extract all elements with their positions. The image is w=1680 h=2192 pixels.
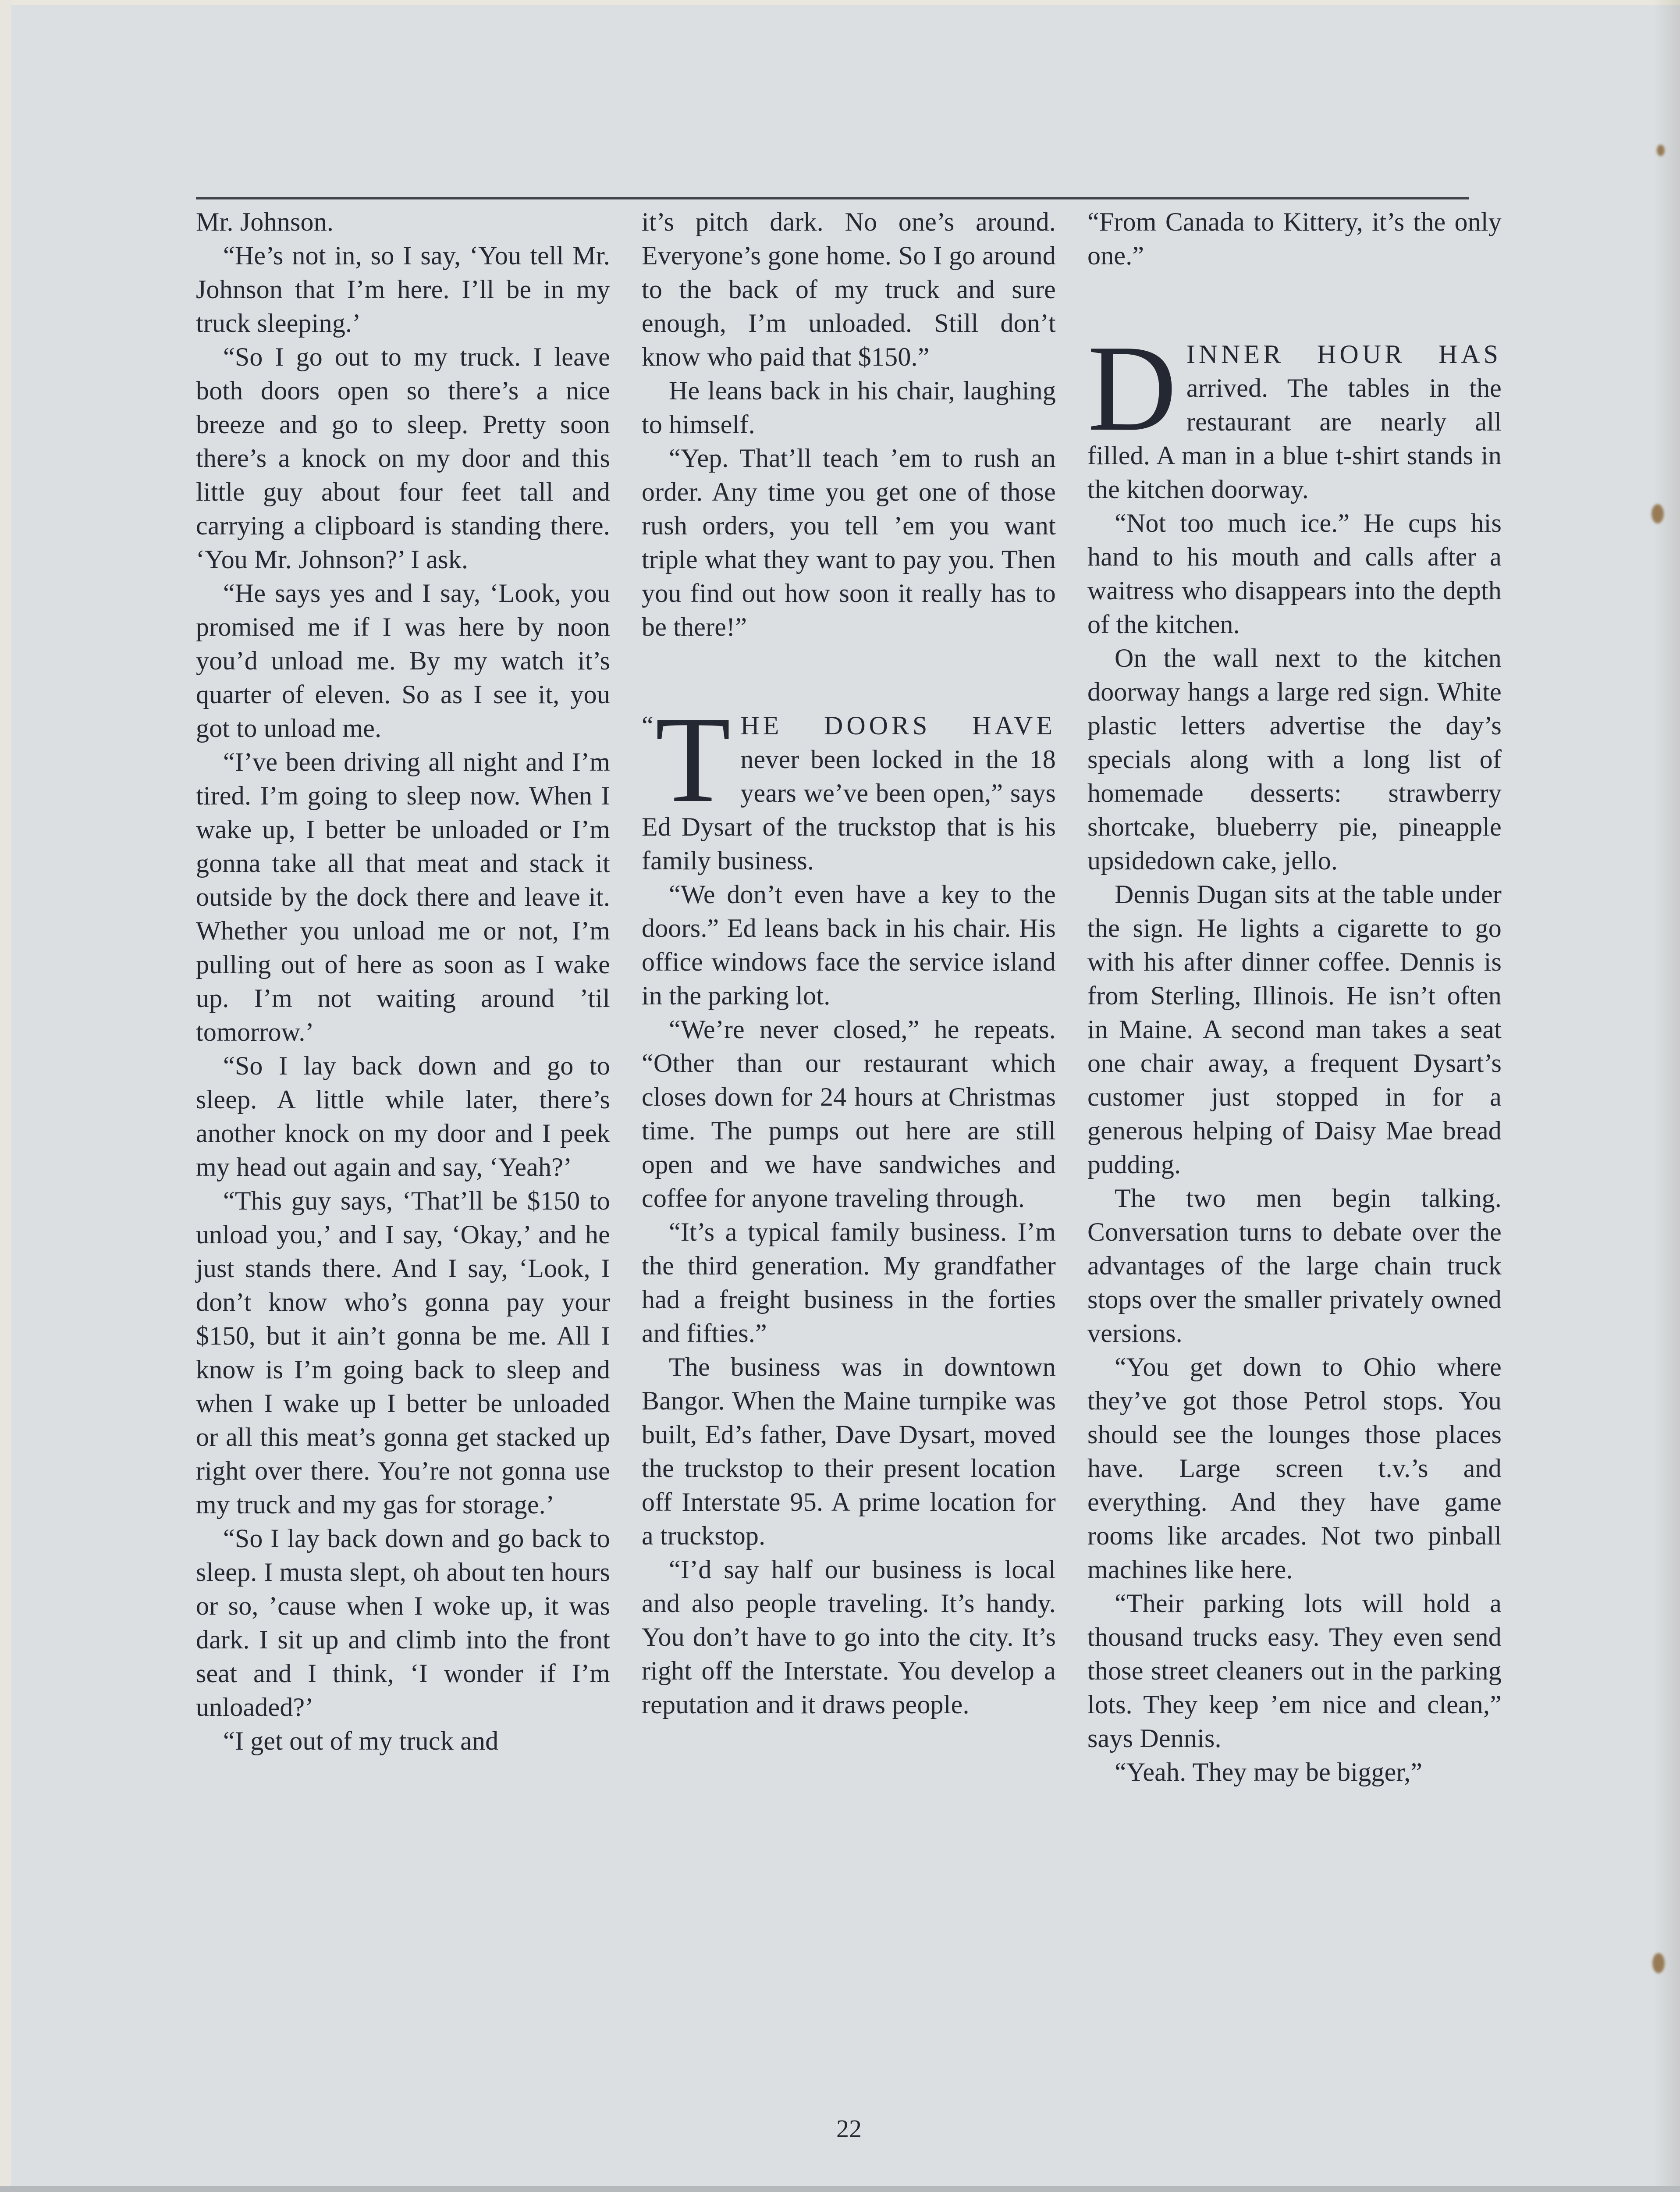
leading-caps: INNER HOUR HAS (1186, 340, 1502, 369)
paragraph: “You get down to Ohio where they’ve got those Petrol stops. You should see the lounges those places have. Large screen t.v.’s and everything. And they have game rooms like arcades. Not two pinball machines like here. (1087, 1352, 1502, 1584)
scan-bottom-edge (0, 2186, 1680, 2192)
dropcap-letter: T (655, 691, 731, 828)
lead-quote: “ (642, 711, 654, 740)
top-rule (196, 197, 1469, 199)
paragraph: The two men begin talking. Conversation turns to debate over the advantages of the large chain truck stops over the smaller privately owned versions. (1087, 1184, 1502, 1348)
paragraph: On the wall next to the kitchen doorway hangs a large red sign. White plastic letters advertise the day’s specials along with a long list of homemade desserts: strawberry shortcake, blueberry pie, pineapple upsidedown cake, jello. (1087, 644, 1502, 875)
scan-top-edge (0, 0, 1680, 5)
scan-artifact (1652, 1953, 1665, 1973)
paragraph: “He’s not in, so I say, ‘You tell Mr. Johnson that I’m here. I’ll be in my truck sleeping.’ (196, 241, 610, 338)
paragraph: “Their parking lots will hold a thousand trucks easy. They even send those street cleaners out in the parking lots. They keep ’em nice and clean,” says Dennis. (1087, 1589, 1502, 1753)
paragraph: “Yep. That’ll teach ’em to rush an order. Any time you get one of those rush orders, you tell ’em you want triple what they want to pay you. Then you find out how soon it really has to be there!” (642, 444, 1056, 641)
paragraph: “This guy says, ‘That’ll be $150 to unload you,’ and I say, ‘Okay,’ and he just stands there. And I say, ‘Look, I don’t know who’s gonna pay your $150, but it ain’t gonna be me. All I know is I’m going back to sleep and when I wake up I better be unloaded or all this meat’s gonna get stacked up right over there. You’re not gonna use my truck and my gas for storage.’ (196, 1186, 610, 1519)
paragraph: “I’ve been driving all night and I’m tired. I’m going to sleep now. When I wake up, I better be unloaded or I’m gonna take all that meat and stack it outside by the dock there and leave it. Whether you unload me or not, I’m pulling out of here as soon as I wake up. I’m not waiting around ’til tomorrow.’ (196, 747, 610, 1046)
paragraph: The business was in downtown Bangor. When the Maine turnpike was built, Ed’s father, Dave Dysart, moved the truckstop to their present location off Interstate 95. A prime location for a truckstop. (642, 1352, 1056, 1550)
paragraph: “So I lay back down and go back to sleep. I musta slept, oh about ten hours or so, ’cause when I woke up, it was dark. I sit up and climb into the front seat and I think, ‘I wonder if I’m unloaded?’ (196, 1524, 610, 1722)
paragraph: “I’d say half our business is local and also people traveling. It’s handy. You don’t have to go into the city. It’s right off the Interstate. You develop a reputation and it draws people. (642, 1555, 1056, 1719)
dropcap-paragraph: “ T HE DOORS HAVE never been locked in the 18 years we’ve been open,” says Ed Dysart of the truckstop that is his family business. (642, 691, 1056, 875)
column-1 (196, 205, 610, 1789)
column-3 (1087, 205, 1502, 1789)
page-number: 22 (836, 2114, 862, 2143)
dropcap-paragraph: DINNER HOUR HAS arrived. The tables in the restaurant are nearly all filled. A man in a blue t-shirt stands in the kitchen doorway. (1087, 320, 1502, 504)
paragraph: “It’s a typical family business. I’m the third generation. My grandfather had a freight business in the forties and fifties.” (642, 1217, 1056, 1348)
paragraph: “So I go out to my truck. I leave both doors open so there’s a nice breeze and go to sleep. Pretty soon there’s a knock on my door and this little guy about four feet tall and carrying a clipboard is standing there. ‘You Mr. Johnson?’ I ask. (196, 342, 610, 574)
paragraph: “From Canada to Kittery, it’s the only one.” (1087, 207, 1502, 270)
paragraph: “We’re never closed,” he repeats. “Other than our restaurant which closes down for 24 hours at Christmas time. The pumps out here are still open and we have sandwiches and coffee for anyone traveling through. (642, 1015, 1056, 1213)
paragraph: “Not too much ice.” He cups his hand to his mouth and calls after a waitress who disappears into the depth of the kitchen. (1087, 509, 1502, 639)
column-2 (642, 205, 1056, 1789)
scan-right-shade (1654, 0, 1680, 2192)
leading-caps: HE DOORS HAVE (740, 711, 1056, 740)
paragraph: Dennis Dugan sits at the table under the sign. He lights a cigarette to go with his after dinner coffee. Dennis is from Sterling, Illinois. He isn’t often in Maine. A second man takes a seat one chair away, a frequent Dysart’s customer just stopped in for a generous helping of Daisy Mae bread pudding. (1087, 880, 1502, 1179)
paragraph: Mr. Johnson. (196, 207, 334, 236)
paragraph: “We don’t even have a key to the doors.” Ed leans back in his chair. His office windows face the service island in the parking lot. (642, 880, 1056, 1010)
article-columns (196, 205, 1502, 1789)
scan-artifact (1652, 504, 1664, 523)
paragraph: “He says yes and I say, ‘Look, you promised me if I was here by noon you’d unload me. By my watch it’s quarter of eleven. So as I see it, you got to unload me. (196, 579, 610, 743)
dropcap-letter: D (1087, 320, 1177, 456)
paragraph: “I get out of my truck and (223, 1726, 499, 1755)
scan-left-edge (0, 0, 11, 2192)
paragraph: “Yeah. They may be bigger,” (1115, 1758, 1423, 1786)
paragraph: He leans back in his chair, laughing to himself. (642, 376, 1056, 439)
scan-artifact (1657, 145, 1665, 156)
paragraph: it’s pitch dark. No one’s around. Everyone’s gone home. So I go around to the back of my truck and sure enough, I’m unloaded. Still don’t know who paid that $150.” (642, 207, 1056, 371)
paragraph: “So I lay back down and go to sleep. A little while later, there’s another knock on my door and I peek my head out again and say, ‘Yeah?’ (196, 1051, 610, 1181)
